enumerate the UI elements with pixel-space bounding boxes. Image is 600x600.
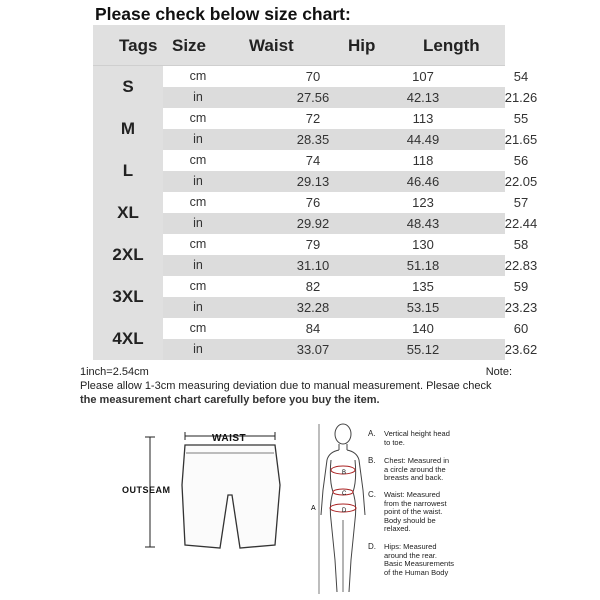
waist-cell: 33.07 [296,342,330,357]
legend-letter: B. [368,456,376,465]
legend-text: to toe. [384,437,405,447]
hip-cell: 118 [412,153,434,168]
figure-mark-c: C [342,491,347,497]
hip-cell: 135 [412,279,434,294]
size-tag: M [93,108,163,150]
waist-cell: 84 [305,321,321,336]
hip-cell: 107 [412,69,434,84]
table-header-row [93,25,505,66]
size-tag: L [93,150,163,192]
unit-cell: cm [189,153,207,167]
hip-cell: 48.43 [406,216,440,231]
table-row [163,129,538,150]
table-row [163,339,538,360]
length-cell: 22.83 [504,258,538,273]
waist-cell: 72 [305,111,321,126]
legend-item [368,543,454,577]
legend-text: point of the waist. [384,507,443,517]
hip-cell: 55.12 [406,342,440,357]
waist-cell: 29.92 [296,216,330,231]
hip-cell: 46.46 [406,174,440,189]
length-cell: 21.26 [504,90,538,105]
size-group [93,66,538,108]
legend-item [368,457,449,483]
unit-cell: cm [189,321,207,335]
size-tag: 3XL [93,276,163,318]
hip-cell: 130 [412,237,434,252]
unit-cell: in [193,258,203,272]
unit-cell: cm [189,111,207,125]
size-group [93,150,538,192]
hip-cell: 123 [412,195,434,210]
figure-mark-d: D [342,508,347,514]
length-cell: 58 [513,237,529,252]
legend-text: Vertical height head [384,429,450,438]
unit-cell: cm [189,69,207,83]
size-tag: 2XL [93,234,163,276]
legend-letter: C. [368,490,376,499]
table-row [163,276,529,297]
legend-letter: D. [368,542,376,551]
legend-text: Chest: Measured in [384,456,450,465]
notes-block [80,365,517,407]
legend-text: a circle around the [384,464,446,474]
shorts-diagram [110,425,300,560]
header-tags: Tags [119,36,158,55]
length-cell: 23.62 [504,342,538,357]
legend-letter: A. [368,429,376,438]
note-label: Note: [485,366,512,378]
legend-text: around the rear. [384,550,437,560]
length-cell: 56 [513,153,529,168]
length-cell: 23.23 [504,300,538,315]
legend-item [368,491,447,534]
legend-text: of the Human Body [384,567,449,577]
size-group [93,108,538,150]
length-cell: 22.44 [504,216,538,231]
outseam-label: OUTSEAM [122,485,171,495]
legend-text: breasts and back. [384,473,444,483]
header-length: Length [423,36,480,55]
table-row [163,297,538,318]
waist-cell: 31.10 [296,258,330,273]
size-group [93,234,538,276]
table-row [163,213,538,234]
size-tag: S [93,66,163,108]
unit-cell: in [193,132,203,146]
table-row [163,150,529,171]
hip-cell: 53.15 [406,300,440,315]
size-tag: 4XL [93,318,163,360]
size-group [93,318,538,360]
unit-cell: in [193,216,203,230]
unit-cell: in [193,90,203,104]
header-hip: Hip [348,36,376,55]
length-cell: 60 [513,321,529,336]
table-row [163,255,538,276]
table-row [163,108,529,129]
legend-text: Waist: Measured [384,490,440,499]
legend-text: from the narrowest [384,498,447,508]
legend-text: relaxed. [384,524,411,534]
length-cell: 55 [513,111,529,126]
figure-mark-a: A [311,505,316,512]
legend-item [368,430,450,447]
legend-text: Basic Measurements [384,559,455,569]
note-line-2: the measurement chart carefully before you buy the item. [80,394,380,406]
table-row [163,87,538,108]
unit-cell: in [193,342,203,356]
size-group [93,276,538,318]
conversion-note: 1inch=2.54cm [80,366,149,378]
waist-cell: 79 [305,237,321,252]
waist-cell: 28.35 [296,132,330,147]
waist-cell: 70 [305,69,321,84]
waist-cell: 32.28 [296,300,330,315]
size-chart-table [93,25,538,360]
unit-cell: cm [189,279,207,293]
table-row [163,66,529,87]
length-cell: 59 [513,279,529,294]
hip-cell: 44.49 [406,132,440,147]
hip-cell: 42.13 [406,90,440,105]
size-group [93,192,538,234]
unit-cell: cm [189,195,207,209]
waist-cell: 76 [305,195,321,210]
size-tag: XL [93,192,163,234]
waist-cell: 82 [305,279,321,294]
unit-cell: in [193,174,203,188]
figure-mark-b: B [342,470,347,476]
length-cell: 22.05 [504,174,538,189]
waist-label: WAIST [212,433,247,444]
unit-cell: cm [189,237,207,251]
hip-cell: 113 [412,111,434,126]
length-cell: 54 [513,69,529,84]
hip-cell: 140 [412,321,434,336]
waist-cell: 29.13 [296,174,330,189]
size-rows [93,66,538,360]
length-cell: 57 [513,195,529,210]
header-waist: Waist [249,36,294,55]
table-row [163,318,529,339]
waist-cell: 74 [305,153,321,168]
note-line-1: Please allow 1-3cm measuring deviation due to manual measurement. Plesae check [80,380,492,392]
page-title: Please check below size chart: [95,4,351,24]
header-size: Size [172,36,207,55]
unit-cell: in [193,300,203,314]
legend-text: Hips: Measured [384,542,437,551]
table-row [163,192,529,213]
waist-cell: 27.56 [296,90,330,105]
hip-cell: 51.18 [406,258,440,273]
length-cell: 21.65 [504,132,538,147]
legend-text: Body should be [384,515,436,525]
table-row [163,171,538,192]
table-row [163,234,529,255]
